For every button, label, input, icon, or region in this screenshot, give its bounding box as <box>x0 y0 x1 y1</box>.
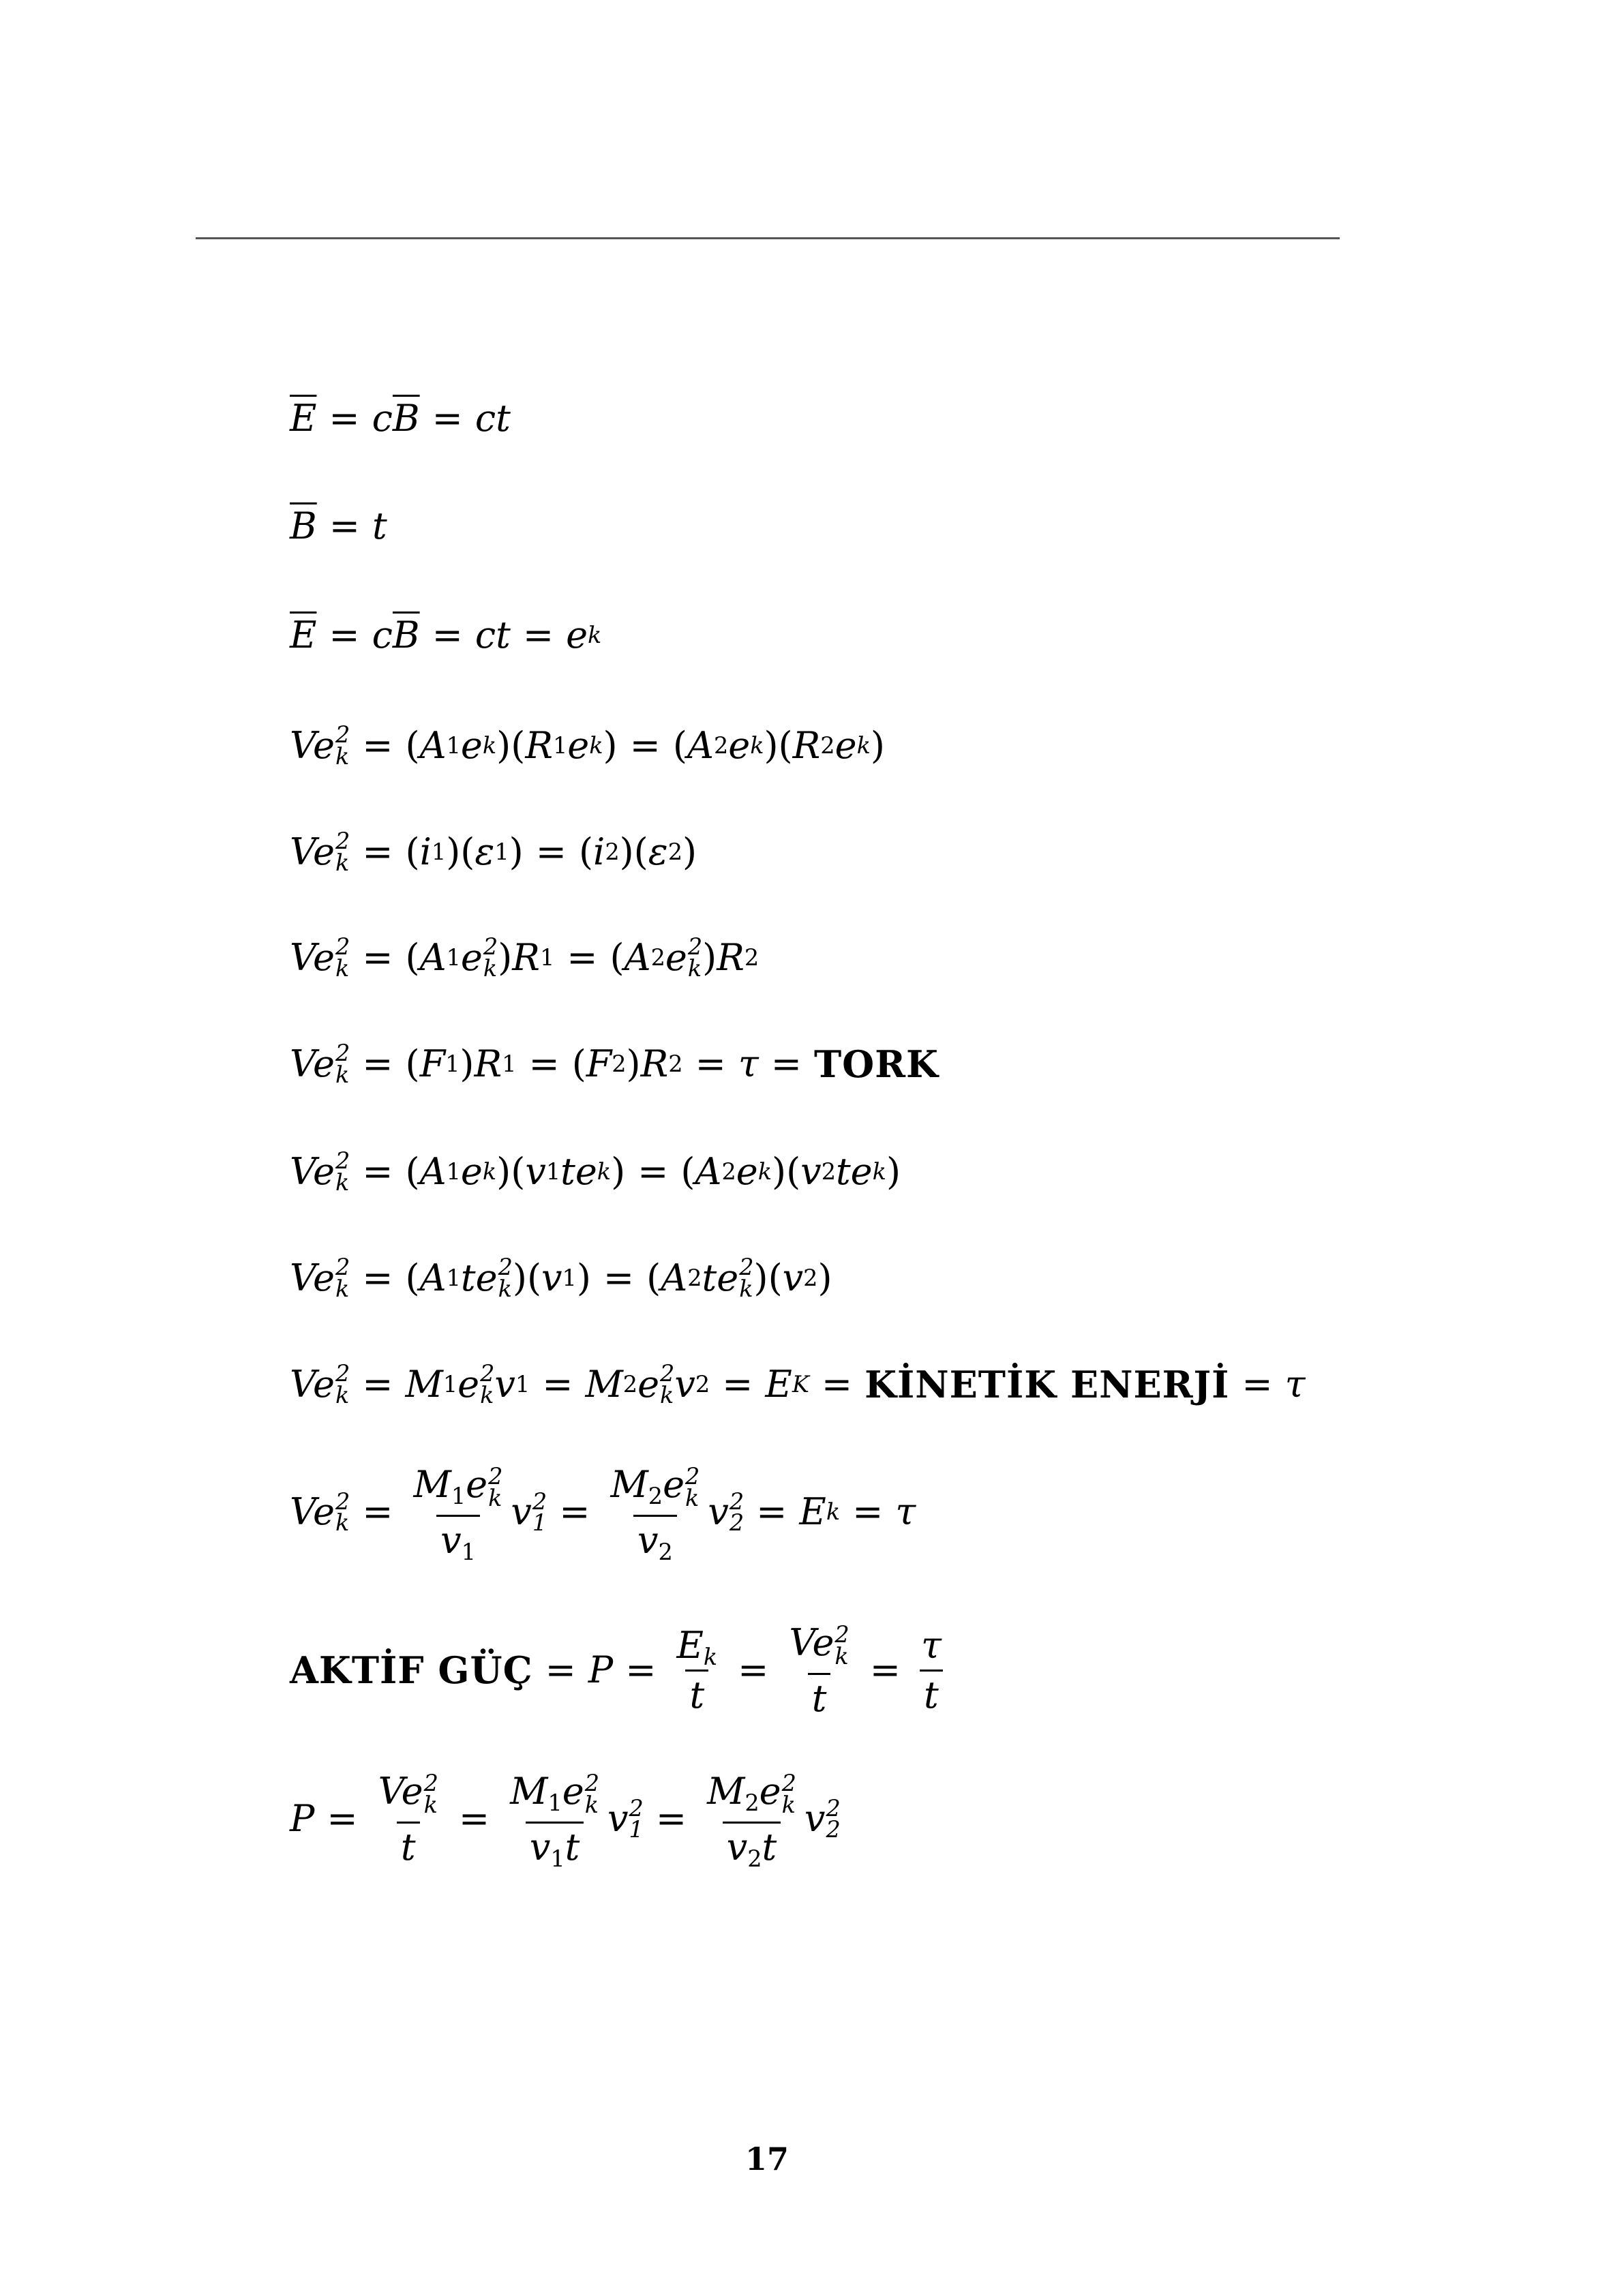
equation-9: Ve 2 k = ( A 1 te 2 k )( v 1 ) = ( A 2 te 2 k )( v 2 ) <box>290 1254 832 1302</box>
kinetik-enerji-label: KİNETİK ENERJİ <box>864 1362 1230 1406</box>
equation-11: Ve 2 k = $M_1e$ 2 k $v_1$ v 2 1 = $M_2e$ 2 k $v_2$ v 2 2 = E k = τ <box>290 1462 916 1565</box>
equation-2: $\overline{B}$ = t <box>290 504 387 547</box>
equation-3: $\overline{E}$ = c $\overline{B}$ = ct = e k <box>290 614 602 656</box>
equation-7: Ve 2 k = ( F 1 ) R 1 = ( F 2 ) R 2 = τ = TORK <box>290 1040 939 1088</box>
equation-12: AKTİF GÜÇ = P = $\frac{E_k}{t}$ = Ve 2 k t = $\frac{\tau}{t}$ <box>290 1620 942 1720</box>
equation-10: Ve 2 k = M 1 e 2 k v 1 = M 2 e 2 k v 2 = E K = KİNETİK ENERJİ = τ <box>290 1360 1306 1408</box>
header-rule <box>196 237 1340 239</box>
equation-5: Ve 2 k = ( i 1 )( ε 1 ) = ( i 2 )( ε 2 ) <box>290 828 697 876</box>
equation-8: Ve 2 k = ( A 1 e k )( v 1 te k ) = ( A 2 e k )( v 2 te k ) <box>290 1147 901 1196</box>
equation-13: P = Ve 2 k t = $M_1e$ 2 k $v_1t$ v 2 1 = $M_2e$ 2 k $v_2t$ v 2 2 <box>290 1769 841 1872</box>
page-number: 17 <box>745 2141 789 2177</box>
equation-1: $\overline{E}$ = c $\overline{B}$ = ct <box>290 397 511 440</box>
tork-label: TORK <box>813 1042 939 1086</box>
aktif-guc-label: AKTİF GÜÇ <box>290 1648 533 1693</box>
equation-4: Ve 2 k = ( A 1 e k )( R 1 e k ) = ( A 2 e k )( R 2 e k ) <box>290 721 885 770</box>
equation-6: Ve 2 k = ( A 1 e 2 k ) R 1 = ( A 2 e 2 k ) R 2 <box>290 933 760 982</box>
